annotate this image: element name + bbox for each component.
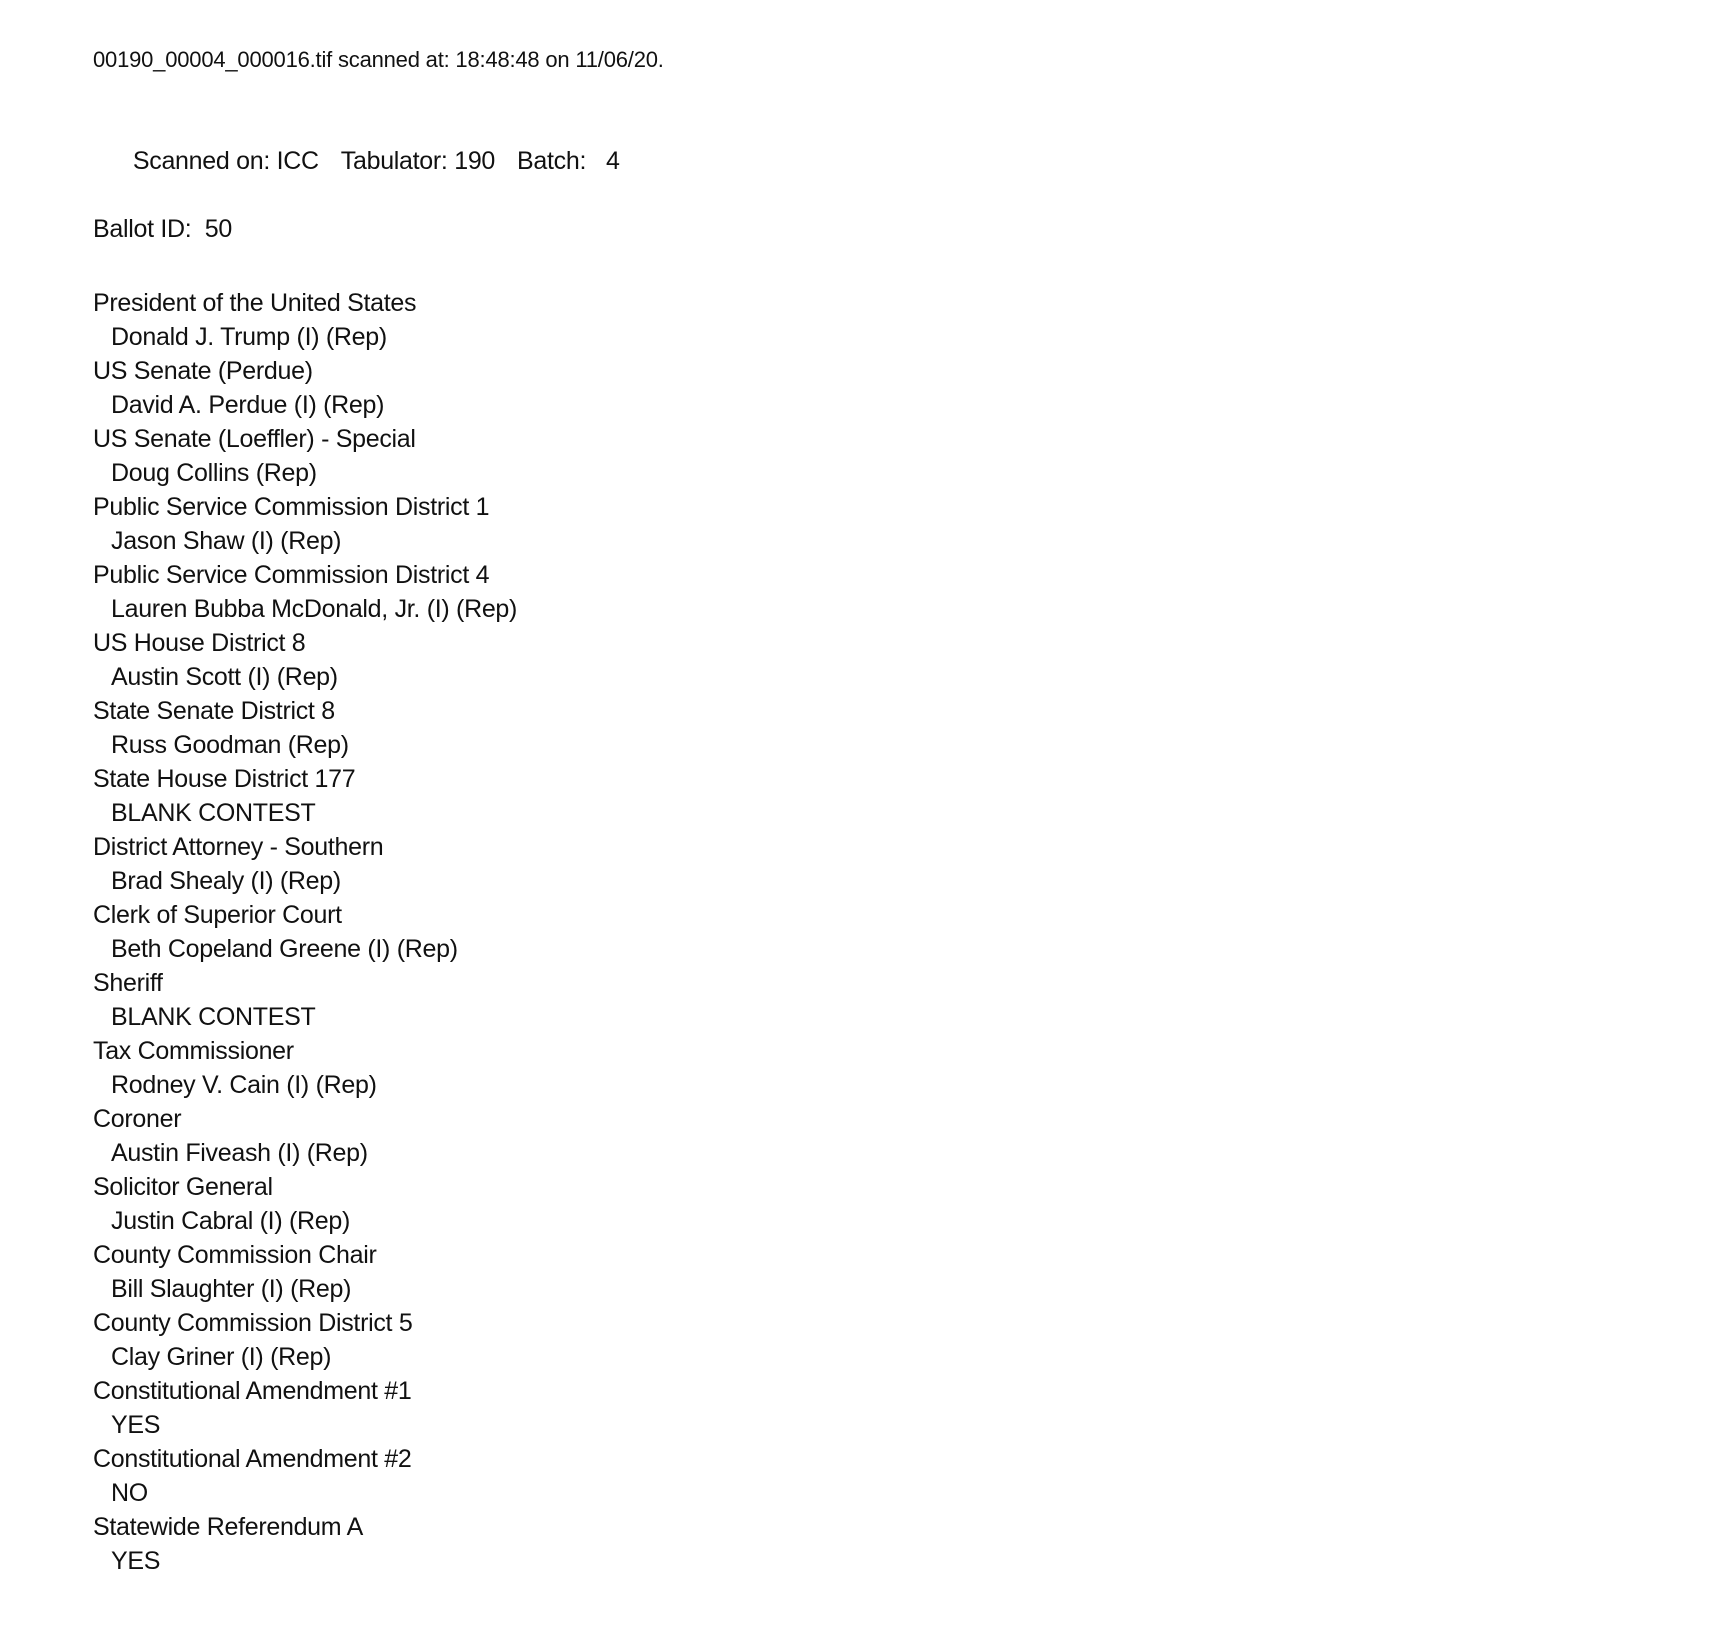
contest-selection: Doug Collins (Rep) [111,459,317,487]
scanned-on-value: Scanned on: ICC [132,147,319,175]
contest-title: Tax Commissioner [93,1037,294,1065]
scan-info-block [93,110,1670,246]
scanner-info-line [93,110,1670,212]
contest-title: Clerk of Superior Court [93,901,342,929]
contest-selection: NO [111,1479,148,1507]
contest-title: Coroner [93,1105,182,1133]
contest-title: Public Service Commission District 1 [93,493,490,521]
contest-title: US House District 8 [93,629,306,657]
contest-selection: David A. Perdue (I) (Rep) [111,391,385,419]
contest-selection: Lauren Bubba McDonald, Jr. (I) (Rep) [111,595,518,623]
contest-title: US Senate (Loeffler) - Special [93,425,416,453]
contest-selection: YES [111,1547,161,1575]
contest-title: US Senate (Perdue) [93,357,313,385]
contest-results-list [93,286,1670,1578]
contest-selection: Beth Copeland Greene (I) (Rep) [111,935,458,963]
contest-title: Solicitor General [93,1173,273,1201]
scan-filename-line: 00190_00004_000016.tif scanned at: 18:48:48 on 11/06/20. [93,47,664,72]
contest-selection: Jason Shaw (I) (Rep) [111,527,342,555]
contest-selection: YES [111,1411,161,1439]
ballot-id-line: Ballot ID: 50 [93,215,232,243]
contest-selection: Clay Griner (I) (Rep) [111,1343,332,1371]
contest-selection: Justin Cabral (I) (Rep) [111,1207,350,1235]
contest-title: Sheriff [93,969,163,997]
contest-selection: Brad Shealy (I) (Rep) [111,867,341,895]
contest-title: Constitutional Amendment #2 [93,1445,412,1473]
tabulator-value: Tabulator: 190 [340,147,496,175]
contest-selection: BLANK CONTEST [111,799,316,827]
contest-title: Constitutional Amendment #1 [93,1377,412,1405]
contest-title: State Senate District 8 [93,697,335,725]
contest-title: County Commission Chair [93,1241,377,1269]
contest-selection: Donald J. Trump (I) (Rep) [111,323,387,351]
contest-selection: Austin Fiveash (I) (Rep) [111,1139,368,1167]
contest-selection: BLANK CONTEST [111,1003,316,1031]
contest-selection: Austin Scott (I) (Rep) [111,663,338,691]
contest-title: District Attorney - Southern [93,833,384,861]
contest-title: Statewide Referendum A [93,1513,363,1541]
contest-selection: Rodney V. Cain (I) (Rep) [111,1071,377,1099]
contest-selection: Russ Goodman (Rep) [111,731,349,759]
contest-title: President of the United States [93,289,417,317]
batch-value: Batch: 4 [517,147,620,175]
contest-selection: Bill Slaughter (I) (Rep) [111,1275,352,1303]
contest-title: Public Service Commission District 4 [93,561,490,589]
contest-title: County Commission District 5 [93,1309,413,1337]
contest-title: State House District 177 [93,765,356,793]
